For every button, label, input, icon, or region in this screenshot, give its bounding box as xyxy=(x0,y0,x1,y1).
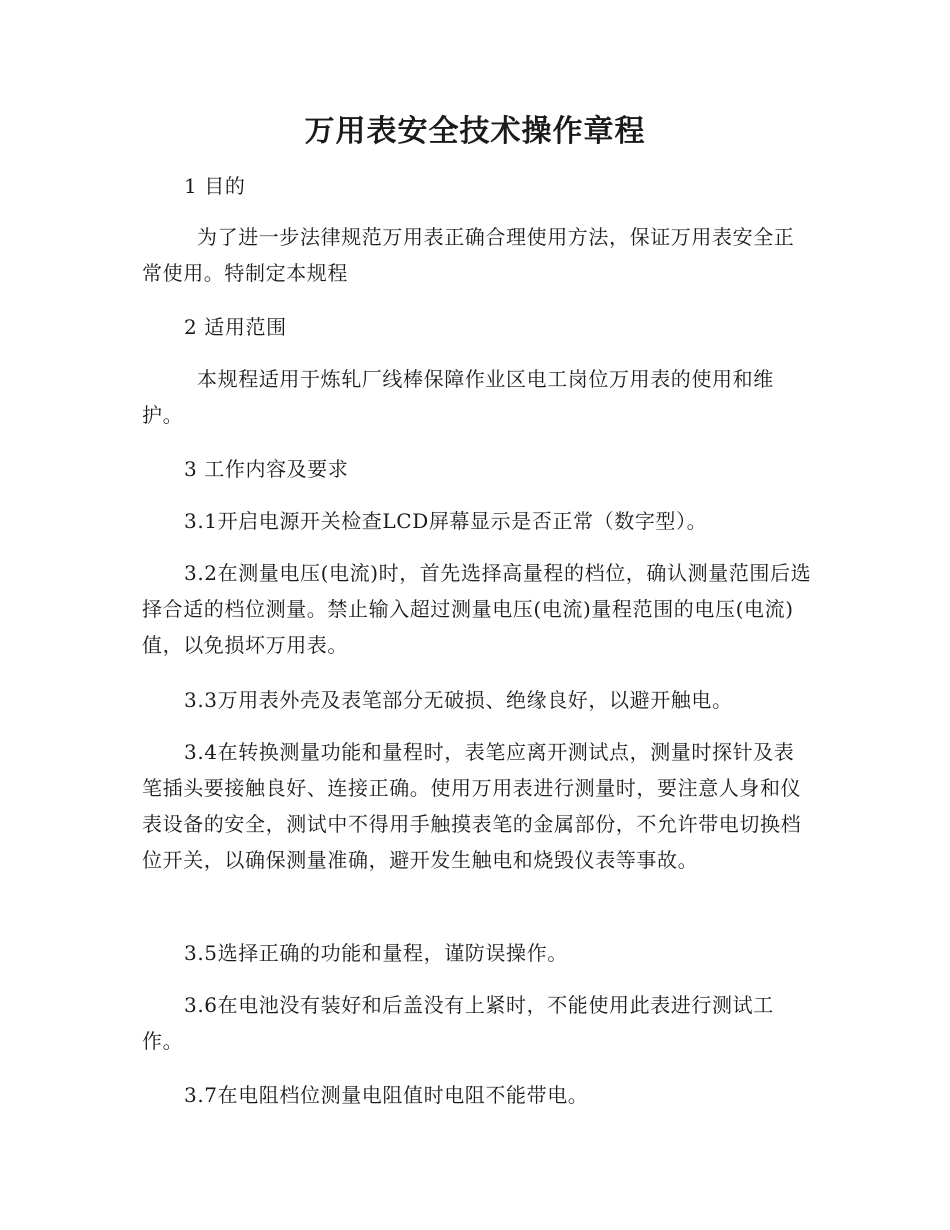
section-heading-work-content: 3 工作内容及要求 xyxy=(184,457,349,481)
item-3-6: 3.6在电池没有装好和后盖没有上紧时，不能使用此表进行测试工作。 xyxy=(142,993,774,1053)
item-3-3: 3.3万用表外壳及表笔部分无破损、绝缘良好，以避开触电。 xyxy=(184,688,733,712)
item-3-4: 3.4在转换测量功能和量程时，表笔应离开测试点，测量时探针及表笔插头要接触良好、连接正确。使用万用表进行测量时，要注意人身和仪表设备的安全，测试中不得用手触摸表笔的金属部份，不允许带电切换档位开关，以确保测量准确，避开发生触电和烧毁仪表等事故。 xyxy=(142,740,802,872)
item-3-2: 3.2在测量电压(电流)时，首先选择高量程的档位，确认测量范围后选择合适的档位测量。禁止输入超过测量电压(电流)量程范围的电压(电流)值，以免损坏万用表。 xyxy=(142,561,812,657)
section-heading-scope: 2 适用范围 xyxy=(184,315,287,339)
item-3-7: 3.7在电阻档位测量电阻值时电阻不能带电。 xyxy=(184,1083,589,1107)
item-3-1: 3.1开启电源开关检查LCD屏幕显示是否正常（数字型）。 xyxy=(184,509,708,533)
document-title: 万用表安全技术操作章程 xyxy=(304,114,646,149)
paragraph-purpose: 为了进一步法律规范万用表正确合理使用方法，保证万用表安全正常使用。特制定本规程 xyxy=(142,225,795,285)
item-3-5: 3.5选择正确的功能和量程，谨防误操作。 xyxy=(184,941,568,965)
paragraph-scope: 本规程适用于炼轧厂线棒保障作业区电工岗位万用表的使用和维护。 xyxy=(142,367,774,427)
section-heading-purpose: 1 目的 xyxy=(184,174,246,198)
